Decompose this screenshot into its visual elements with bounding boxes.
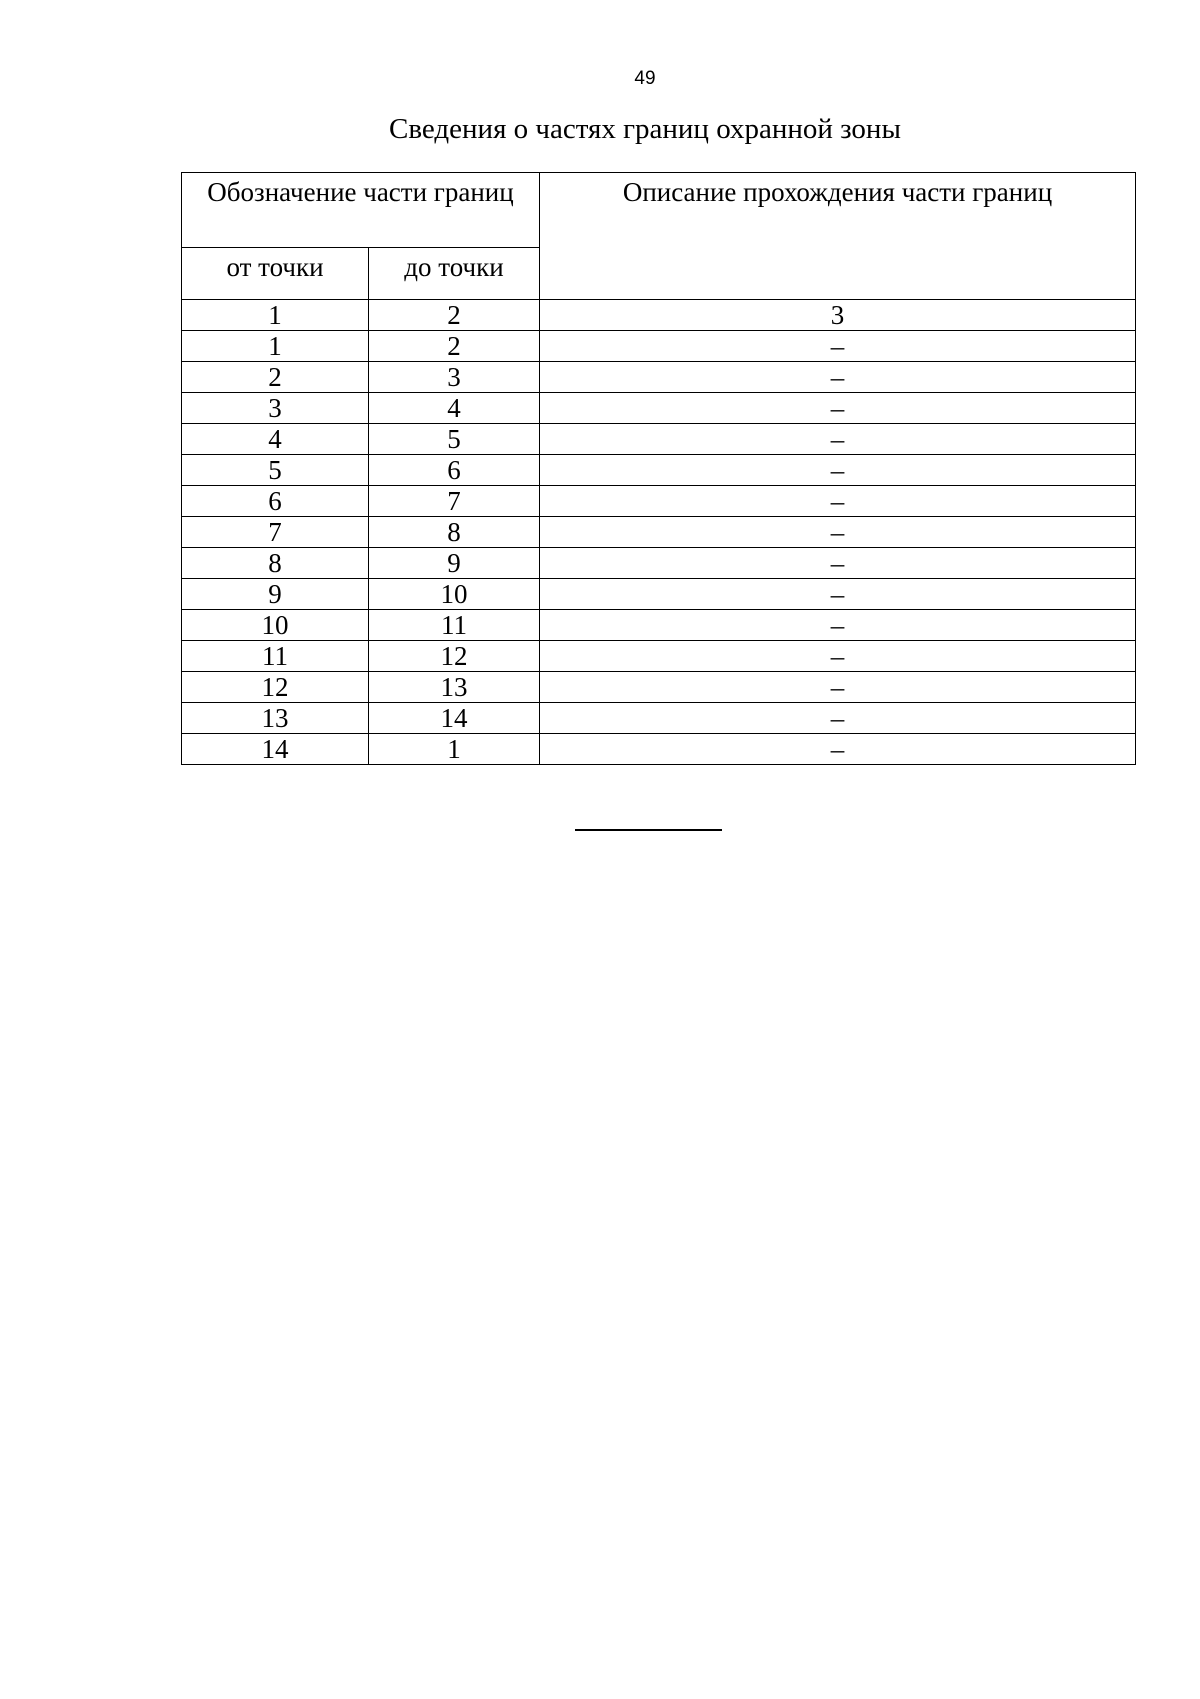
description-cell: – xyxy=(540,362,1136,393)
from-point-cell: 10 xyxy=(182,610,369,641)
table-body xyxy=(182,300,1136,765)
page-number: 49 xyxy=(634,68,656,89)
to-point-cell: 11 xyxy=(369,610,540,641)
to-point-cell: 5 xyxy=(369,424,540,455)
table-row xyxy=(182,672,1136,703)
from-point-cell: 2 xyxy=(182,362,369,393)
description-cell: – xyxy=(540,703,1136,734)
table-header xyxy=(182,173,1136,300)
header-to-point: до точки xyxy=(369,248,540,300)
table-row xyxy=(182,548,1136,579)
from-point-cell: 1 xyxy=(182,331,369,362)
to-point-cell: 13 xyxy=(369,672,540,703)
to-point-cell: 9 xyxy=(369,548,540,579)
column-number: 2 xyxy=(369,300,540,331)
from-point-cell: 8 xyxy=(182,548,369,579)
description-cell: – xyxy=(540,610,1136,641)
from-point-cell: 9 xyxy=(182,579,369,610)
table-row xyxy=(182,517,1136,548)
table-row xyxy=(182,703,1136,734)
from-point-cell: 13 xyxy=(182,703,369,734)
description-cell: – xyxy=(540,424,1136,455)
description-cell: – xyxy=(540,393,1136,424)
to-point-cell: 10 xyxy=(369,579,540,610)
from-point-cell: 14 xyxy=(182,734,369,765)
description-cell: – xyxy=(540,455,1136,486)
table-row xyxy=(182,455,1136,486)
description-cell: – xyxy=(540,734,1136,765)
table-row xyxy=(182,424,1136,455)
from-point-cell: 7 xyxy=(182,517,369,548)
table-row xyxy=(182,579,1136,610)
table-row xyxy=(182,393,1136,424)
to-point-cell: 7 xyxy=(369,486,540,517)
from-point-cell: 11 xyxy=(182,641,369,672)
table-row xyxy=(182,362,1136,393)
column-number: 3 xyxy=(540,300,1136,331)
description-cell: – xyxy=(540,517,1136,548)
column-number: 1 xyxy=(182,300,369,331)
header-from-point: от точки xyxy=(182,248,369,300)
header-description: Описание прохождения части границ xyxy=(540,173,1136,300)
table-row xyxy=(182,734,1136,765)
table-row xyxy=(182,641,1136,672)
to-point-cell: 4 xyxy=(369,393,540,424)
header-designation: Обозначение части границ xyxy=(182,173,540,248)
to-point-cell: 8 xyxy=(369,517,540,548)
table-row xyxy=(182,610,1136,641)
to-point-cell: 12 xyxy=(369,641,540,672)
column-number-row xyxy=(182,300,1136,331)
from-point-cell: 5 xyxy=(182,455,369,486)
from-point-cell: 3 xyxy=(182,393,369,424)
to-point-cell: 3 xyxy=(369,362,540,393)
from-point-cell: 12 xyxy=(182,672,369,703)
table-row xyxy=(182,486,1136,517)
description-cell: – xyxy=(540,641,1136,672)
table-row xyxy=(182,331,1136,362)
from-point-cell: 6 xyxy=(182,486,369,517)
description-cell: – xyxy=(540,672,1136,703)
boundary-parts-table xyxy=(181,172,1136,765)
to-point-cell: 1 xyxy=(369,734,540,765)
to-point-cell: 6 xyxy=(369,455,540,486)
description-cell: – xyxy=(540,331,1136,362)
description-cell: – xyxy=(540,579,1136,610)
description-cell: – xyxy=(540,486,1136,517)
to-point-cell: 2 xyxy=(369,331,540,362)
document-title: Сведения о частях границ охранной зоны xyxy=(389,113,901,145)
to-point-cell: 14 xyxy=(369,703,540,734)
end-divider xyxy=(575,829,722,831)
from-point-cell: 4 xyxy=(182,424,369,455)
description-cell: – xyxy=(540,548,1136,579)
